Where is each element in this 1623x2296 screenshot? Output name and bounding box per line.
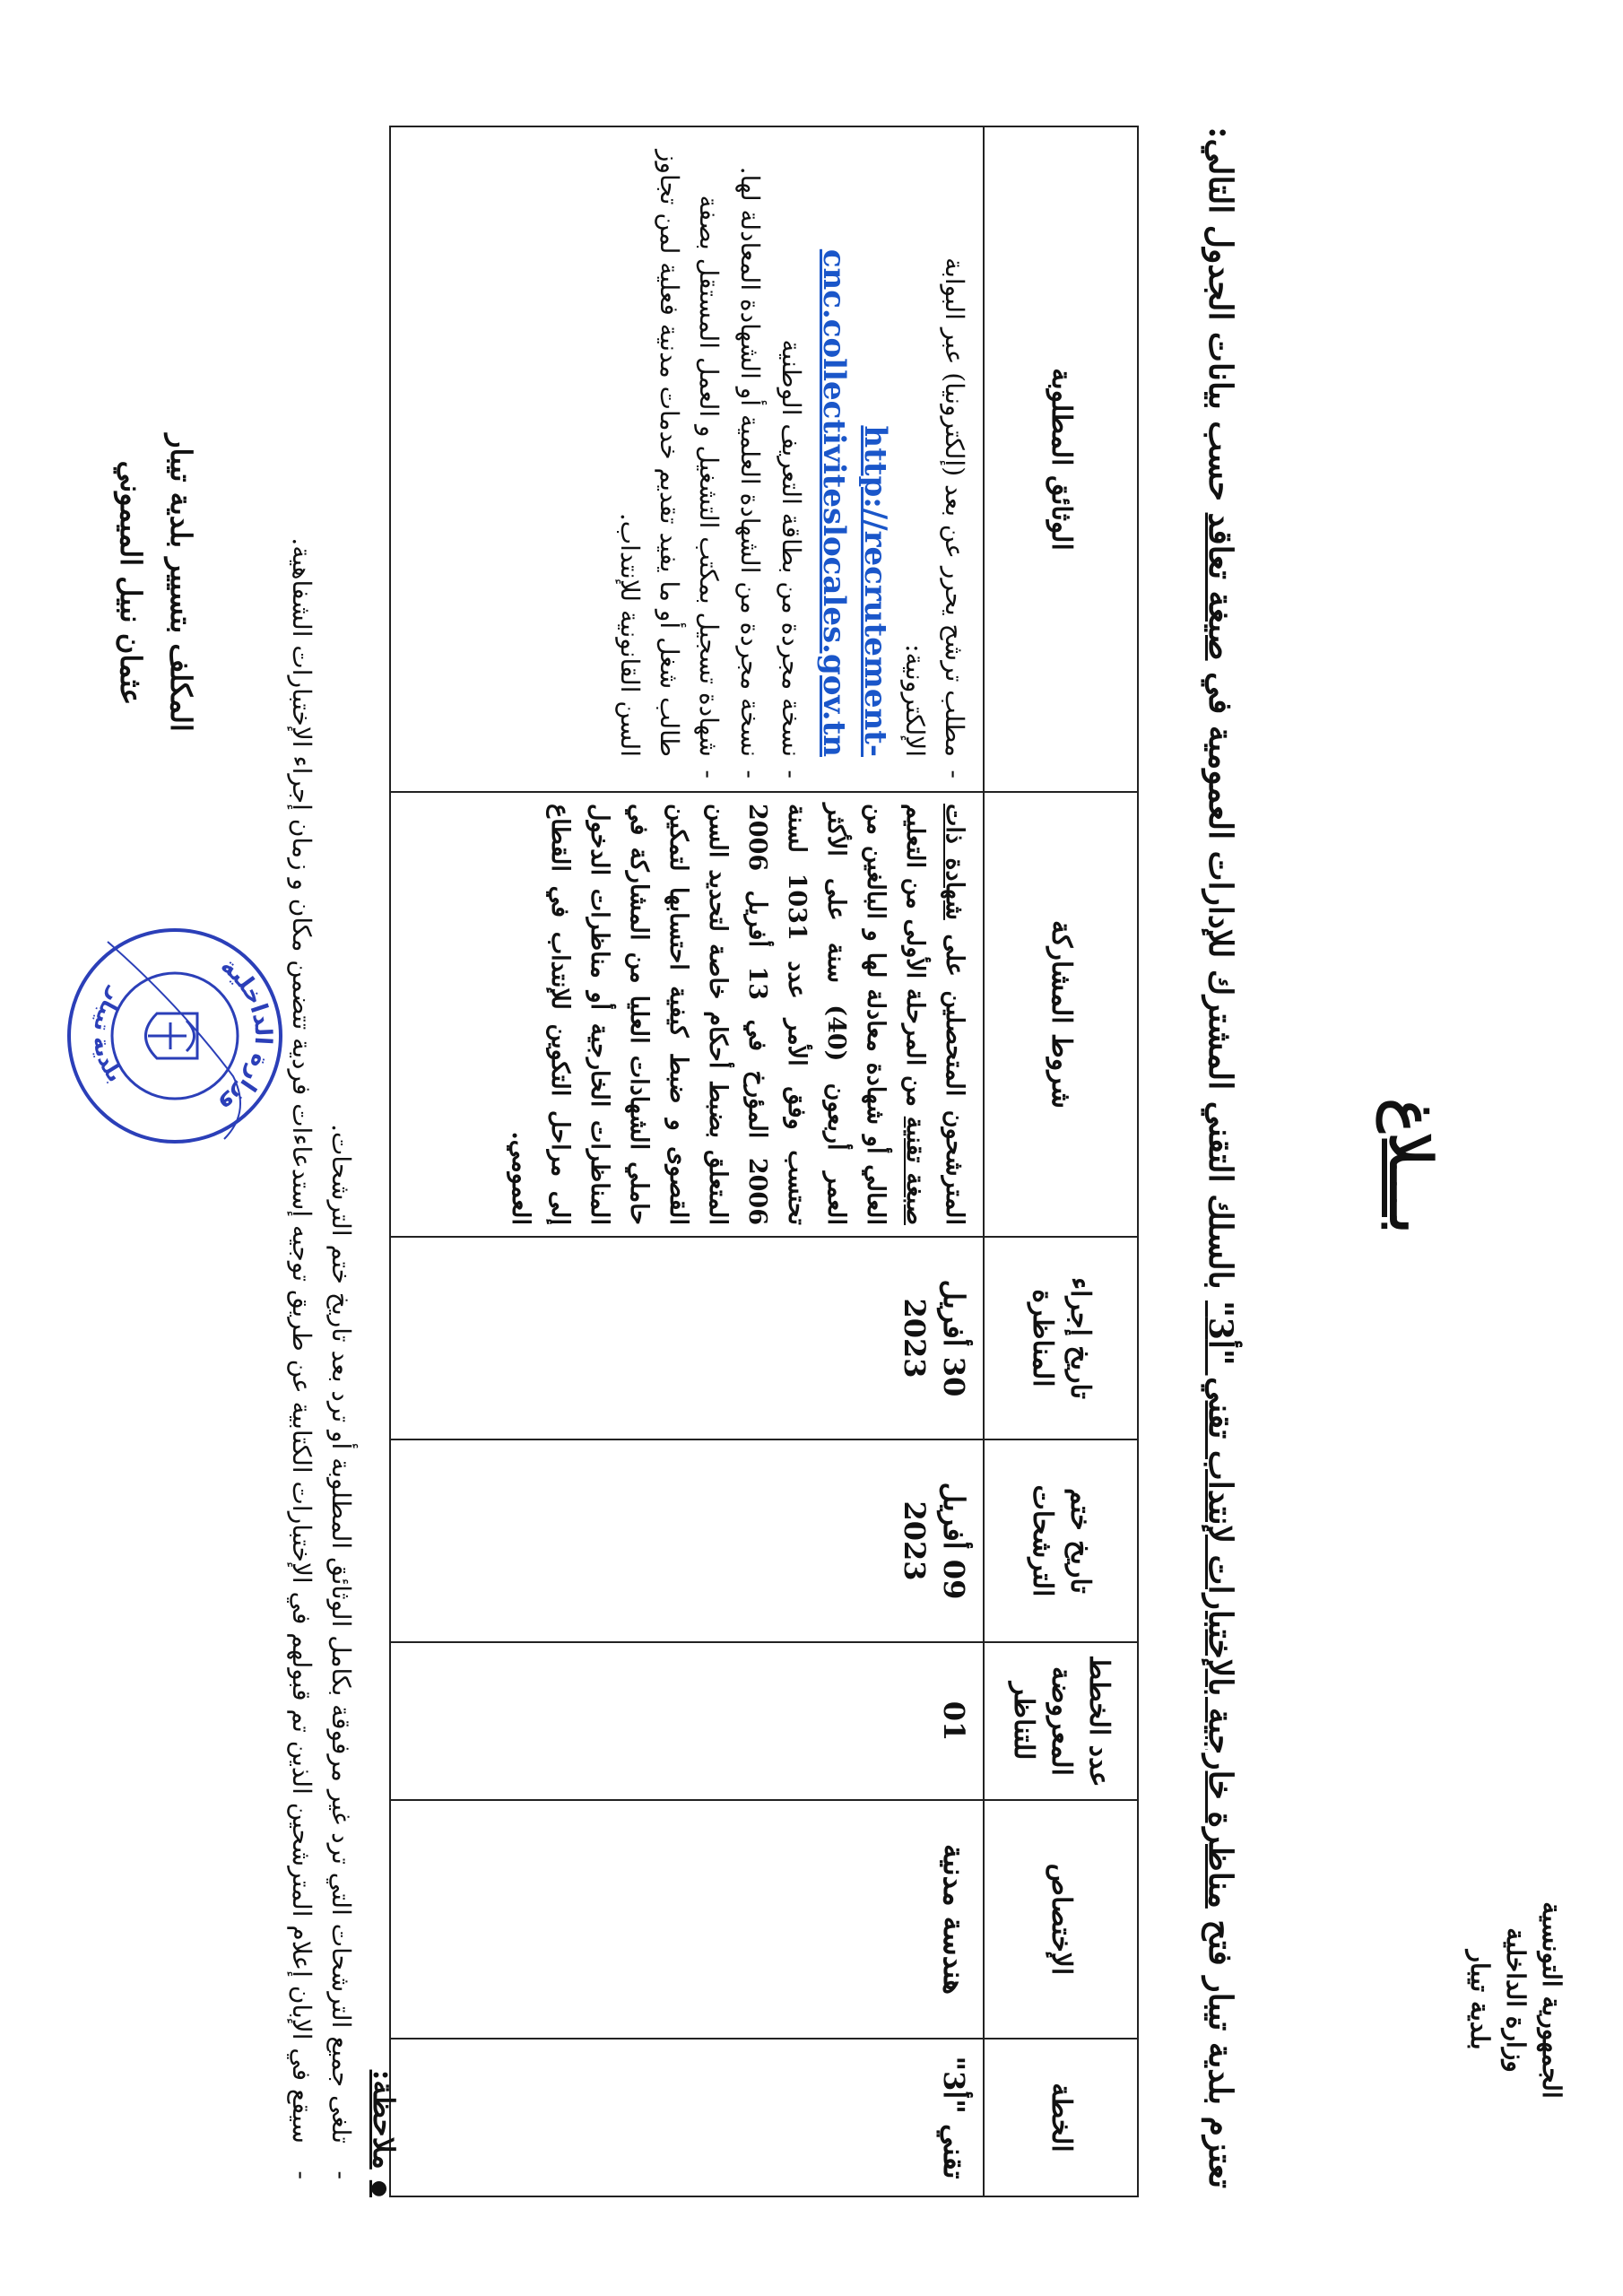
list-item [812, 138, 974, 757]
stamp-text-top: وزارة الداخلية [215, 952, 277, 1120]
list-item: - نسخة مجردة من بطاقة التعريف الوطنية [771, 138, 811, 757]
document-item-1-text: مطلب ترشح يحرر عن بعد (إلكترونيا) عبر البوابة الإلكترونية: [900, 257, 969, 757]
conditions-text-underlined: شهادة ذات صبغة تقنية [901, 804, 968, 1225]
cell-deadline: 09 أفريل 2023 [390, 1439, 984, 1642]
cell-count: 01 [390, 1642, 984, 1800]
header-post: الخطة [984, 2039, 1138, 2196]
note-item-2: - سيقع في الإبان إعلام المترشحين الذين تم قبولهم في الإختبارات الكتابية عن طريق توجيه إستدعاءات فردية تتضمن مكان و زمان إجراء الإختبارات الشفاهية. [282, 126, 321, 2197]
cell-post: تقني "أ3" [390, 2039, 984, 2196]
cell-specialty: هندسة مدنية [390, 1800, 984, 2039]
intro-part-5: حسب بيانات الجدول التالي: [1202, 126, 1239, 513]
notice-title: بـــلاغ [1376, 1098, 1444, 1234]
note-item-1: - تلغى جميع الترشحات التي ترد غير مرفوقة بكامل الوثائق المطلوبة أو ترد بعد تاريخ ختم الترشحات. [321, 126, 360, 2197]
list-item: - نسخة مجردة من الشهادة العلمية أو الشهادة المعادلة لها. [730, 138, 769, 757]
documents-list [610, 138, 974, 780]
stamp-emblem [146, 1013, 198, 1058]
conditions-text-2: من المرحلة الأولى من التعليم العالي أو شهادة معادلة لها و البالغين من العمر أربعون (40) سنة على الأكثر تحتسب وفق الأمر عدد 1031 لسنة 2006 المؤرخ في 13 أفريل 2006 المتعلق بضبط أحكام خاصة لتحديد السن القصوى و ضبط كيفية احتسابها لتمكين حاملي الشهادات العليا من المشاركة في المناظرات الخارجية أو مناظرات الدخول إلى مراحل التكوين للإنتداب في القطاع العمومي. [507, 804, 929, 1225]
issuer-header [1462, 1812, 1569, 2188]
signature-block [106, 224, 206, 942]
header-count: عدد الخطط المعروضة للتناظر [984, 1642, 1138, 1800]
table-header-row [984, 126, 1138, 2196]
application-portal-link[interactable]: http://recrutement-cnc.collectiviteslocales.gov.tn [816, 248, 893, 757]
header-line-republic: الجمهورية التونسية [1537, 1901, 1567, 2099]
intro-part-4: صيغة تعاقد [1202, 512, 1239, 661]
official-stamp [63, 924, 287, 1148]
signatory-name: عثمان نبيل الميموني [114, 460, 148, 706]
table-row [390, 126, 984, 2196]
intro-part-2: مناظرة خارجية بالإختبارات لإنتداب تقني "أ3" [1202, 1300, 1239, 1909]
cell-exam-date: 30 أفريل 2023 [390, 1237, 984, 1439]
cell-documents [390, 126, 984, 792]
header-specialty: الإختصاص [984, 1800, 1138, 2039]
header-exam-date: تاريخ إجراء المناظرة [984, 1237, 1138, 1439]
header-deadline: تاريخ ختم الترشحات [984, 1439, 1138, 1642]
header-line-municipality: بلدية تيبار [1465, 1950, 1495, 2050]
intro-part-1: تعتزم بلدية تيبار فتح [1202, 1908, 1239, 2188]
header-documents: الوثائق المطلوبة [984, 126, 1138, 792]
conditions-text-1: المترشحون المتحصلين على [941, 919, 968, 1225]
stamp-text-bottom: بلدية تيبار [88, 985, 128, 1087]
list-item: - شهادة تسجيل بمكتب التشغيل و العمل المستقل بصفة طالب شغل أو ما يفيد تقديم خدمات مدنية فعلية لمن تجاوز السن القانونية للإنتداب. [610, 138, 728, 757]
posts-table [389, 126, 1139, 2197]
signatory-role: المكلف بتسيير بلدية تيبار [164, 434, 198, 732]
cell-conditions [390, 792, 984, 1237]
intro-part-3: بالسلك التقني المشترك للإدارات العمومية في [1202, 660, 1239, 1301]
notes-section [282, 126, 404, 2197]
header-line-ministry: وزارة الداخلية [1501, 1927, 1531, 2073]
header-conditions: شروط المشاركة [984, 792, 1138, 1237]
intro-paragraph [1194, 126, 1246, 2188]
notes-title: ● ملاحظة: [360, 126, 404, 2197]
